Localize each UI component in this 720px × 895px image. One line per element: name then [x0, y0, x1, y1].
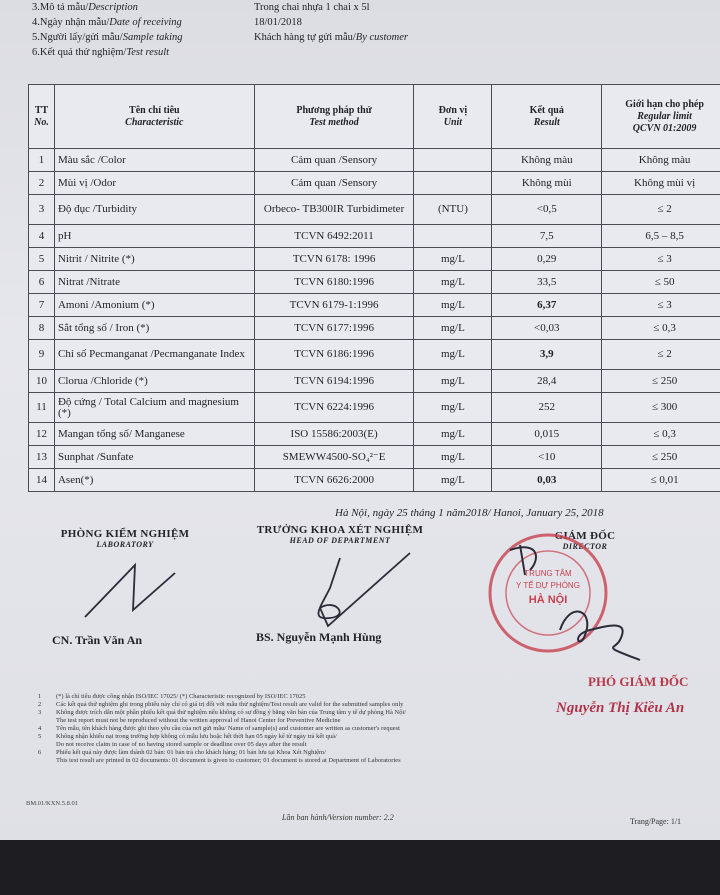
row-number: 9	[29, 340, 55, 370]
svg-text:TRUNG TÂM: TRUNG TÂM	[524, 569, 572, 578]
meta-value-en: By customer	[355, 32, 408, 43]
footnote-number	[38, 717, 56, 725]
footnote-item	[38, 733, 698, 741]
row-characteristic: Sunphat /Sunfate	[54, 446, 254, 469]
row-method: TCVN 6194:1996	[254, 370, 414, 393]
row-unit	[414, 225, 492, 248]
footnote-number: 1	[38, 693, 42, 700]
version-number: Lần ban hành/Version number: 2.2	[282, 813, 394, 822]
table-row	[29, 423, 720, 446]
row-result: 3,9	[492, 340, 602, 370]
row-method: TCVN 6178: 1996	[254, 248, 414, 271]
row-characteristic: Độ cứng / Total Calcium and magnesium (*)	[54, 393, 254, 423]
row-unit: mg/L	[414, 469, 492, 492]
row-method: TCVN 6492:2011	[254, 225, 414, 248]
table-row	[29, 469, 720, 492]
row-number: 13	[29, 446, 55, 469]
lab-signature-block	[40, 528, 210, 549]
footnote-number	[38, 741, 56, 749]
row-characteristic: Asen(*)	[54, 469, 254, 492]
footnote-text: Không nhận khiếu nại trong trường hợp không có mẫu lưu hoặc hết thời hạn 05 ngày kể từ ngày trả kết quả/	[56, 733, 337, 740]
row-characteristic: Nitrit / Nitrite (*)	[54, 248, 254, 271]
footnote-item	[38, 741, 698, 749]
footnote-text: (*) là chỉ tiêu được công nhận ISO/IEC 17025/ (*) Characteristic recognized by ISO/IEC 17025	[56, 693, 306, 700]
row-characteristic: Mùi vị /Odor	[54, 172, 254, 195]
footnotes	[38, 693, 698, 765]
row-result: <10	[492, 446, 602, 469]
meta-key: 4.Ngày nhận mẫu/	[32, 17, 110, 28]
row-number: 11	[29, 393, 55, 423]
row-unit: mg/L	[414, 393, 492, 423]
table-row	[29, 393, 720, 423]
row-unit: mg/L	[414, 423, 492, 446]
row-number: 3	[29, 195, 55, 225]
row-limit: ≤ 250	[602, 370, 720, 393]
footnote-number	[38, 757, 56, 765]
row-result: <0,5	[492, 195, 602, 225]
meta-row	[32, 30, 408, 45]
meta-key-en: Description	[88, 2, 138, 13]
row-result: 28,4	[492, 370, 602, 393]
footnote-number: 6	[38, 749, 42, 756]
row-method: Cảm quan /Sensory	[254, 172, 414, 195]
row-limit: ≤ 0,3	[602, 317, 720, 340]
table-row	[29, 195, 720, 225]
footnote-number: 3	[38, 709, 42, 716]
footnote-text: Phiếu kết quả này được làm thành 02 bản: 01 bản trả cho khách hàng; 01 bản lưu tại Khoa Xét Nghiệm/	[56, 749, 326, 756]
meta-row	[32, 0, 408, 15]
row-unit: mg/L	[414, 317, 492, 340]
row-limit: Không mùi vị	[602, 172, 720, 195]
meta-key-en: Date of receiving	[109, 17, 182, 28]
row-method: TCVN 6626:2000	[254, 469, 414, 492]
table-row	[29, 317, 720, 340]
sample-info	[32, 0, 408, 60]
col-result-header: Kết quả Result	[492, 85, 602, 149]
row-method: TCVN 6186:1996	[254, 340, 414, 370]
row-limit: ≤ 2	[602, 195, 720, 225]
row-characteristic: Nitrat /Nitrate	[54, 271, 254, 294]
footnote-number: 4	[38, 725, 42, 732]
row-unit: mg/L	[414, 294, 492, 317]
form-code: BM.01/KXN.5.8.01	[26, 800, 79, 807]
row-number: 6	[29, 271, 55, 294]
row-number: 4	[29, 225, 55, 248]
row-unit	[414, 172, 492, 195]
head-signature-icon	[290, 548, 440, 633]
row-unit	[414, 149, 492, 172]
row-unit: mg/L	[414, 271, 492, 294]
row-method: ISO 15586:2003(E)	[254, 423, 414, 446]
director-name: Nguyễn Thị Kiều An	[556, 700, 685, 716]
table-row	[29, 340, 720, 370]
lab-title: PHÒNG KIỂM NGHIỆM	[60, 528, 190, 540]
footnote-text: The test report must not be reproduced without the written approval of Hanoi Center for Preventive Medicine	[56, 717, 341, 724]
row-characteristic: Sắt tổng số / Iron (*)	[54, 317, 254, 340]
footnote-text: Tên mẫu, tên khách hàng được ghi theo yêu cầu của nơi gửi mẫu/ Name of sample(s) and customer are written as customer's request	[56, 725, 400, 732]
footnote-item	[38, 709, 698, 717]
row-unit: mg/L	[414, 370, 492, 393]
row-number: 10	[29, 370, 55, 393]
svg-text:Y TẾ DỰ PHÒNG: Y TẾ DỰ PHÒNG	[516, 581, 580, 590]
row-number: 2	[29, 172, 55, 195]
table-row	[29, 446, 720, 469]
row-result: 6,37	[492, 294, 602, 317]
col-characteristic-header: Tên chỉ tiêu Characteristic	[54, 85, 254, 149]
row-result: 0,03	[492, 469, 602, 492]
table-row	[29, 248, 720, 271]
issue-date: Hà Nội, ngày 25 tháng 1 năm2018/ Hanoi, January 25, 2018	[335, 507, 604, 519]
meta-key: 3.Mô tả mẫu/	[32, 2, 89, 13]
row-characteristic: Màu sắc /Color	[54, 149, 254, 172]
row-limit: ≤ 50	[602, 271, 720, 294]
row-characteristic: Mangan tổng số/ Manganese	[54, 423, 254, 446]
row-limit: 6,5 – 8,5	[602, 225, 720, 248]
row-limit: ≤ 3	[602, 294, 720, 317]
footnote-number: 5	[38, 733, 42, 740]
footnote-text: This test result are printed in 02 documents: 01 document is given to customer; 01 document is stored at Department of Laboratories	[56, 757, 401, 764]
table-header-row	[29, 85, 720, 149]
row-unit: mg/L	[414, 446, 492, 469]
footnote-item	[38, 749, 698, 757]
director-subtitle: DIRECTOR	[562, 542, 608, 551]
page-number: Trang/Page: 1/1	[630, 817, 682, 826]
footnote-text: Không được trích dẫn một phần phiếu kết quả thử nghiệm nếu không có sự đồng ý bằng văn bản của Trung tâm y tế dự phòng Hà Nội/	[56, 709, 407, 716]
row-result: <0,03	[492, 317, 602, 340]
row-unit: mg/L	[414, 340, 492, 370]
svg-text:HÀ NỘI: HÀ NỘI	[528, 594, 568, 606]
col-limit-header: Giới hạn cho phép Regular limit QCVN 01:2009	[602, 85, 720, 149]
lab-signature-icon	[75, 555, 185, 625]
head-subtitle: HEAD OF DEPARTMENT	[289, 536, 391, 545]
footnote-item	[38, 701, 698, 709]
table-row	[29, 370, 720, 393]
head-signer-name: BS. Nguyễn Mạnh Hùng	[256, 630, 382, 644]
row-method: TCVN 6224:1996	[254, 393, 414, 423]
footnote-item	[38, 725, 698, 733]
row-limit: ≤ 0,3	[602, 423, 720, 446]
row-result: Không màu	[492, 149, 602, 172]
deputy-director-label: PHÓ GIÁM ĐỐC	[588, 674, 689, 689]
row-result: 0,29	[492, 248, 602, 271]
row-method: TCVN 6177:1996	[254, 317, 414, 340]
row-number: 5	[29, 248, 55, 271]
row-result: 7,5	[492, 225, 602, 248]
footnote-text: Do not receive claim in case of no having stored sample or deadline over 05 days after the result	[56, 741, 307, 748]
results-table	[28, 84, 720, 492]
table-row	[29, 294, 720, 317]
row-method: Cảm quan /Sensory	[254, 149, 414, 172]
footnote-number: 2	[38, 701, 42, 708]
table-row	[29, 225, 720, 248]
row-method: TCVN 6179-1:1996	[254, 294, 414, 317]
director-signature-icon	[500, 540, 660, 670]
row-limit: ≤ 0,01	[602, 469, 720, 492]
row-characteristic: Clorua /Chloride (*)	[54, 370, 254, 393]
meta-row	[32, 15, 408, 30]
row-number: 8	[29, 317, 55, 340]
footnote-item	[38, 717, 698, 725]
footnote-item	[38, 693, 698, 701]
row-characteristic: Độ đục /Turbidity	[54, 195, 254, 225]
row-result: 33,5	[492, 271, 602, 294]
row-unit: (NTU)	[414, 195, 492, 225]
table-row	[29, 149, 720, 172]
footnote-text: Các kết quả thử nghiệm ghi trong phiếu này chỉ có giá trị đối với mẫu thử nghiệm/Test result are valid for the submitted samples only	[56, 701, 404, 708]
row-result: 0,015	[492, 423, 602, 446]
meta-value: Khách hàng tự gửi mẫu/	[254, 32, 356, 43]
col-no-header: TT No.	[29, 85, 55, 149]
meta-value: Trong chai nhựa 1 chai x 5l	[254, 2, 370, 13]
row-limit: ≤ 250	[602, 446, 720, 469]
director-title: GIÁM ĐỐC	[554, 530, 616, 542]
row-characteristic: Amoni /Amonium (*)	[54, 294, 254, 317]
row-characteristic: Chỉ số Pecmanganat /Pecmanganate Index	[54, 340, 254, 370]
row-limit: ≤ 3	[602, 248, 720, 271]
meta-row	[32, 45, 408, 60]
lab-subtitle: LABORATORY	[96, 540, 154, 549]
row-number: 7	[29, 294, 55, 317]
row-limit: Không màu	[602, 149, 720, 172]
head-signature-block	[240, 524, 440, 545]
row-limit: ≤ 300	[602, 393, 720, 423]
row-method: Orbeco- TB300IR Turbidimeter	[254, 195, 414, 225]
meta-key-en: Sample taking	[122, 32, 183, 43]
footnote-item	[38, 757, 698, 765]
meta-key-en: Test result	[126, 47, 170, 58]
row-limit: ≤ 2	[602, 340, 720, 370]
table-row	[29, 271, 720, 294]
table-row	[29, 172, 720, 195]
col-unit-header: Đơn vị Unit	[414, 85, 492, 149]
row-result: 252	[492, 393, 602, 423]
row-characteristic: pH	[54, 225, 254, 248]
row-method: SMEWW4500-SO₄²⁻E	[254, 446, 414, 469]
col-method-header: Phương pháp thử Test method	[254, 85, 414, 149]
row-result: Không mùi	[492, 172, 602, 195]
background-edge	[0, 840, 720, 895]
meta-key: 6.Kết quả thử nghiệm/	[32, 47, 127, 58]
row-method: TCVN 6180:1996	[254, 271, 414, 294]
row-number: 14	[29, 469, 55, 492]
row-number: 1	[29, 149, 55, 172]
row-unit: mg/L	[414, 248, 492, 271]
meta-key: 5.Người lấy/gửi mẫu/	[32, 32, 123, 43]
meta-value: 18/01/2018	[254, 17, 302, 28]
lab-signer-name: CN. Trần Văn An	[52, 633, 143, 647]
head-title: TRƯỞNG KHOA XÉT NGHIỆM	[256, 524, 424, 536]
row-number: 12	[29, 423, 55, 446]
